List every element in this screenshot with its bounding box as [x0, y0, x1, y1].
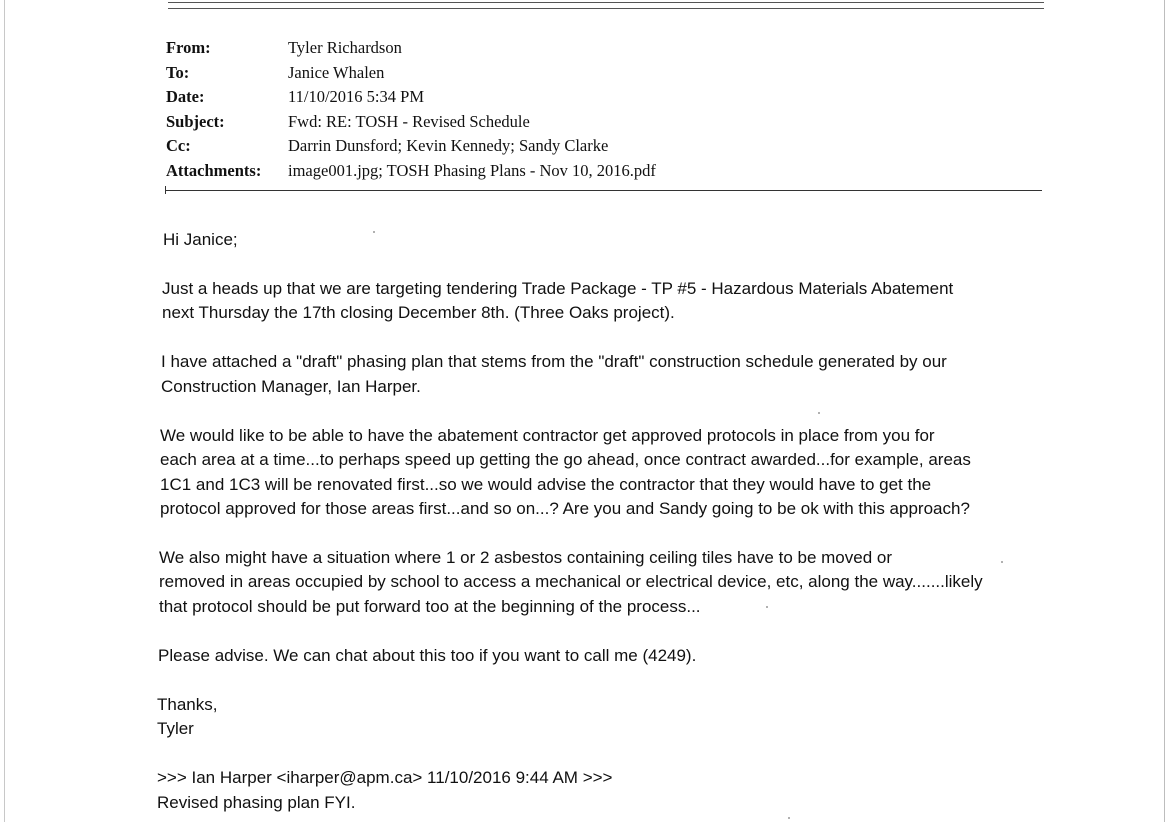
- paragraph-ceiling-tiles: We also might have a situation where 1 or 2 asbestos containing ceiling tiles have to be moved or removed in areas occupied by school to access a mechanical or electrical device, etc, along the way.......likely that protocol should be put forward too at the beginning of the process...: [159, 548, 983, 616]
- date-row: [166, 85, 1046, 110]
- subject-row: [166, 110, 1046, 135]
- scan-speck: [766, 606, 768, 608]
- attachments-value: image001.jpg; TOSH Phasing Plans - Nov 10, 2016.pdf: [288, 160, 656, 180]
- scan-speck: [373, 231, 375, 233]
- subject-label: Subject:: [166, 111, 225, 131]
- forward-header: >>> Ian Harper <iharper@apm.ca> 11/10/2016 9:44 AM >>>: [157, 768, 613, 788]
- page-edge-right: [1164, 0, 1165, 822]
- date-label: Date:: [166, 87, 205, 107]
- forward-line: Revised phasing plan FYI.: [157, 792, 356, 812]
- email-header: [166, 36, 1046, 183]
- to-label: To:: [166, 62, 190, 82]
- to-value: Janice Whalen: [288, 62, 385, 82]
- attachments-row: [166, 159, 1046, 184]
- email-body: [157, 228, 1037, 815]
- from-value: Tyler Richardson: [288, 38, 402, 58]
- date-value: 11/10/2016 5:34 PM: [288, 87, 424, 107]
- paragraph-protocols: We would like to be able to have the abatement contractor get approved protocols in place from you for each area at a time...to perhaps speed up getting the go ahead, once contract awarded...for example, areas 1C1 and 1C3 will be renovated first...so we would advise the contractor that they would have to get the protocol approved for those areas first...and so on...? Are you and Sandy going to be ok with this approach?: [160, 425, 971, 519]
- from-row: [166, 36, 1046, 61]
- header-divider: [166, 190, 1042, 191]
- subject-value: Fwd: RE: TOSH - Revised Schedule: [288, 111, 530, 131]
- attachments-label: Attachments:: [166, 160, 262, 180]
- from-label: From:: [166, 38, 211, 58]
- signoff: Thanks, Tyler: [157, 694, 218, 739]
- to-row: [166, 61, 1046, 86]
- cc-label: Cc:: [166, 136, 191, 156]
- paragraph-phasing-plan: I have attached a "draft" phasing plan that stems from the "draft" construction schedule generated by our Construction Manager, Ian Harper.: [161, 352, 947, 396]
- page-edge-left: [4, 0, 5, 822]
- cc-value: Darrin Dunsford; Kevin Kennedy; Sandy Clarke: [288, 136, 609, 156]
- scan-speck: [788, 817, 790, 819]
- top-double-rule: [168, 2, 1044, 9]
- greeting: Hi Janice;: [163, 230, 238, 249]
- scan-speck: [818, 412, 820, 414]
- scan-speck: [1001, 561, 1003, 563]
- paragraph-tender: Just a heads up that we are targeting tendering Trade Package - TP #5 - Hazardous Materials Abatement next Thursday the 17th closing December 8th. (Three Oaks project).: [162, 279, 954, 323]
- cc-row: [166, 134, 1046, 159]
- paragraph-please-advise: Please advise. We can chat about this too if you want to call me (4249).: [158, 645, 697, 665]
